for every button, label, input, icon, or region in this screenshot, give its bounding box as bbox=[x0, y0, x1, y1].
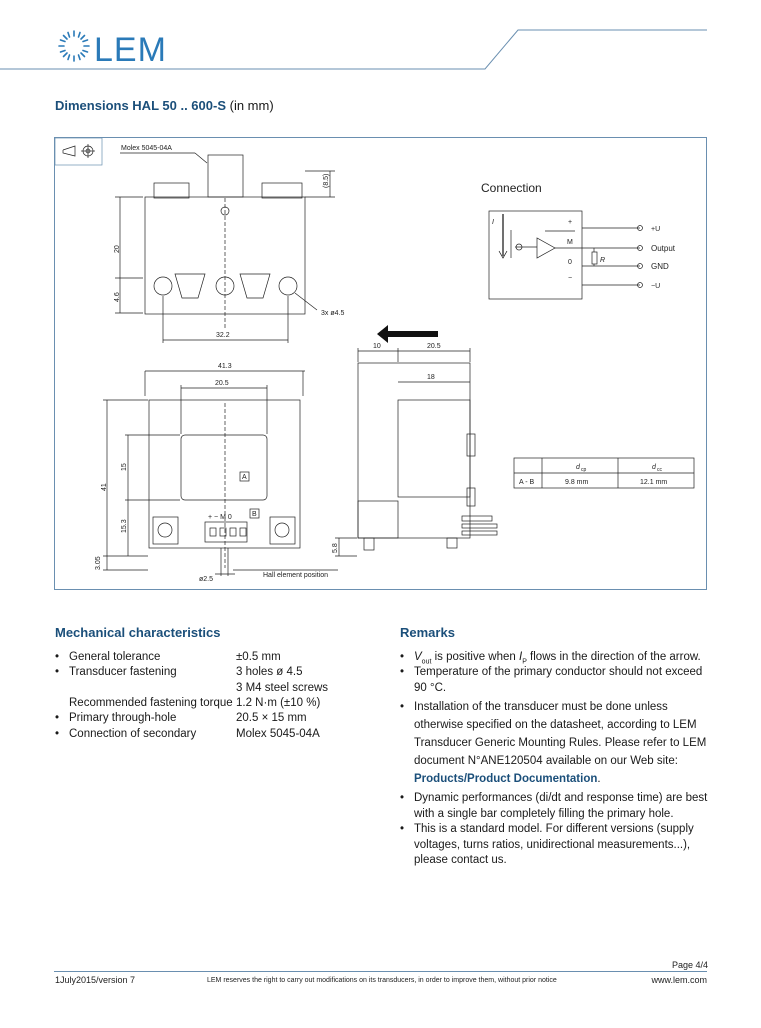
drawing-frame bbox=[54, 137, 707, 590]
dim-46: 4.6 bbox=[114, 292, 121, 302]
conn-output-label: Output bbox=[651, 244, 676, 253]
table-header-cp: d bbox=[576, 464, 580, 471]
mech-label: Connection of secondary bbox=[69, 728, 197, 740]
primary-current-arrow-icon bbox=[377, 325, 438, 343]
table-row-label: A - B bbox=[519, 479, 535, 486]
dim-305: 3.05 bbox=[95, 556, 102, 570]
documentation-link[interactable]: Products/Product Documentation bbox=[414, 773, 598, 785]
dim-322: 32.2 bbox=[216, 332, 230, 339]
table-row-cc: 12.1 mm bbox=[640, 479, 668, 486]
conn-ip-label: I bbox=[492, 219, 494, 226]
page-header bbox=[0, 0, 761, 75]
conn-gnd-label: GND bbox=[651, 262, 669, 271]
dim-205b: 20.5 bbox=[427, 343, 441, 350]
remark-text: This is a standard model. For different versions (supply voltages, turns ratios, unidirectional measurements...), please contact us. bbox=[414, 823, 694, 866]
remark-item bbox=[400, 698, 710, 788]
dim-413: 41.3 bbox=[218, 363, 232, 370]
dim-85: (8.5) bbox=[323, 173, 330, 188]
dim-20: 20 bbox=[114, 245, 121, 253]
mech-row bbox=[55, 711, 307, 727]
distance-table bbox=[514, 458, 694, 488]
mech-label: Recommended fastening torque bbox=[69, 697, 233, 709]
page-number: Page 4/4 bbox=[671, 960, 708, 970]
remark-text: Dynamic performances (di/dt and response time) are best with a single bar completely filling the primary hole. bbox=[414, 792, 708, 820]
bullet: • bbox=[400, 792, 405, 804]
hall-element-label: Hall element position bbox=[263, 572, 328, 579]
table-header-cc: d bbox=[652, 464, 656, 471]
lem-logo-text: LEM bbox=[94, 31, 167, 69]
side-view bbox=[332, 343, 497, 556]
dim-41: 41 bbox=[101, 483, 108, 491]
mech-value: 3 M4 steel screws bbox=[236, 682, 329, 694]
bullet: • bbox=[55, 666, 60, 678]
table-row-cp: 9.8 mm bbox=[565, 479, 589, 486]
connection-title: Connection bbox=[481, 181, 542, 195]
dimensions-title bbox=[55, 98, 274, 113]
table-header-cc-sub: cc bbox=[657, 467, 662, 473]
dimension-drawing bbox=[55, 138, 706, 589]
remarks-heading: Remarks bbox=[400, 625, 455, 640]
conn-rm-label: R bbox=[600, 257, 606, 264]
footer-version: 1July2015/version 7 bbox=[55, 975, 136, 985]
mechanical-list bbox=[55, 650, 375, 745]
remark-vout: V bbox=[414, 651, 422, 663]
bullet: • bbox=[400, 701, 405, 713]
footer-rule bbox=[54, 971, 707, 972]
mech-row bbox=[55, 727, 320, 743]
top-view bbox=[114, 145, 344, 343]
mech-label: Primary through-hole bbox=[69, 712, 177, 724]
bullet: • bbox=[55, 728, 60, 740]
table-header-cp-sub: cp bbox=[581, 467, 587, 473]
front-view bbox=[95, 363, 338, 583]
conn-minus-uc-label: −U bbox=[651, 283, 661, 290]
mech-value: 3 holes ø 4.5 bbox=[236, 666, 303, 678]
mechanical-heading: Mechanical characteristics bbox=[55, 625, 221, 640]
dim-205a: 20.5 bbox=[215, 380, 229, 387]
remark-item bbox=[400, 822, 710, 869]
dim-15: 15 bbox=[121, 463, 128, 471]
conn-0-label: 0 bbox=[568, 259, 572, 266]
remark-ip: I bbox=[518, 651, 523, 663]
marker-a: A bbox=[242, 474, 247, 481]
conn-plus-label: + bbox=[568, 219, 573, 226]
conn-plus-uc-label: +U bbox=[651, 226, 661, 233]
footer-website[interactable]: www.lem.com bbox=[651, 975, 707, 985]
holes-label: 3x ø4.5 bbox=[321, 310, 345, 317]
bullet: • bbox=[400, 666, 405, 678]
mech-row bbox=[55, 650, 281, 666]
mech-value: 20.5 × 15 mm bbox=[236, 712, 307, 724]
remark-text: is positive when bbox=[431, 651, 519, 663]
dim-58: 5.8 bbox=[332, 543, 339, 553]
remarks-list bbox=[400, 650, 715, 865]
lem-logo-icon bbox=[59, 31, 89, 61]
header-graphic bbox=[0, 0, 761, 75]
bullet: • bbox=[400, 823, 405, 835]
marker-b: B bbox=[252, 511, 257, 518]
dimensions-title-bold: Dimensions HAL 50 .. 600-S bbox=[55, 98, 226, 113]
remark-text: Temperature of the primary conductor should not exceed 90 °C. bbox=[414, 666, 703, 694]
remark-text: flows in the direction of the arrow. bbox=[526, 651, 701, 663]
projection-symbol-icon bbox=[55, 138, 102, 165]
bullet: • bbox=[400, 651, 405, 663]
dimensions-title-unit: (in mm) bbox=[229, 98, 274, 113]
bullet: • bbox=[55, 651, 60, 663]
dim-18: 18 bbox=[427, 374, 435, 381]
connection-diagram bbox=[481, 181, 676, 299]
remark-text: Installation of the transducer must be done unless otherwise specified on the datasheet, according to LEM Transducer Generic Mounting Rules. Please refer to LEM document N°ANE120504 available on our Web site: bbox=[414, 701, 707, 767]
mech-label: Transducer fastening bbox=[69, 666, 177, 678]
remark-vout-sub: out bbox=[421, 658, 432, 666]
dim-153: 15.3 bbox=[121, 519, 128, 533]
molex-label: Molex 5045-04A bbox=[121, 145, 172, 152]
footer-disclaimer: LEM reserves the right to carry out modifications on its transducers, in order to improve them, without prior notice bbox=[207, 977, 557, 984]
dim-10: 10 bbox=[373, 343, 381, 350]
remark-ip-sub: P bbox=[522, 658, 527, 666]
bullet: • bbox=[55, 712, 60, 724]
mech-row bbox=[55, 665, 303, 681]
conn-minus-label: − bbox=[568, 275, 573, 282]
pins-label: + − M 0 bbox=[208, 514, 232, 521]
dim-25: ø2.5 bbox=[199, 576, 214, 583]
remark-text: . bbox=[597, 773, 601, 785]
mech-value: ±0.5 mm bbox=[236, 651, 281, 663]
mech-value: 1.2 N·m (±10 %) bbox=[236, 697, 321, 709]
remark-item bbox=[400, 665, 710, 696]
mech-label: General tolerance bbox=[69, 651, 161, 663]
mech-value: Molex 5045-04A bbox=[236, 728, 320, 740]
conn-m-label: M bbox=[567, 239, 573, 246]
remark-item bbox=[400, 791, 710, 822]
